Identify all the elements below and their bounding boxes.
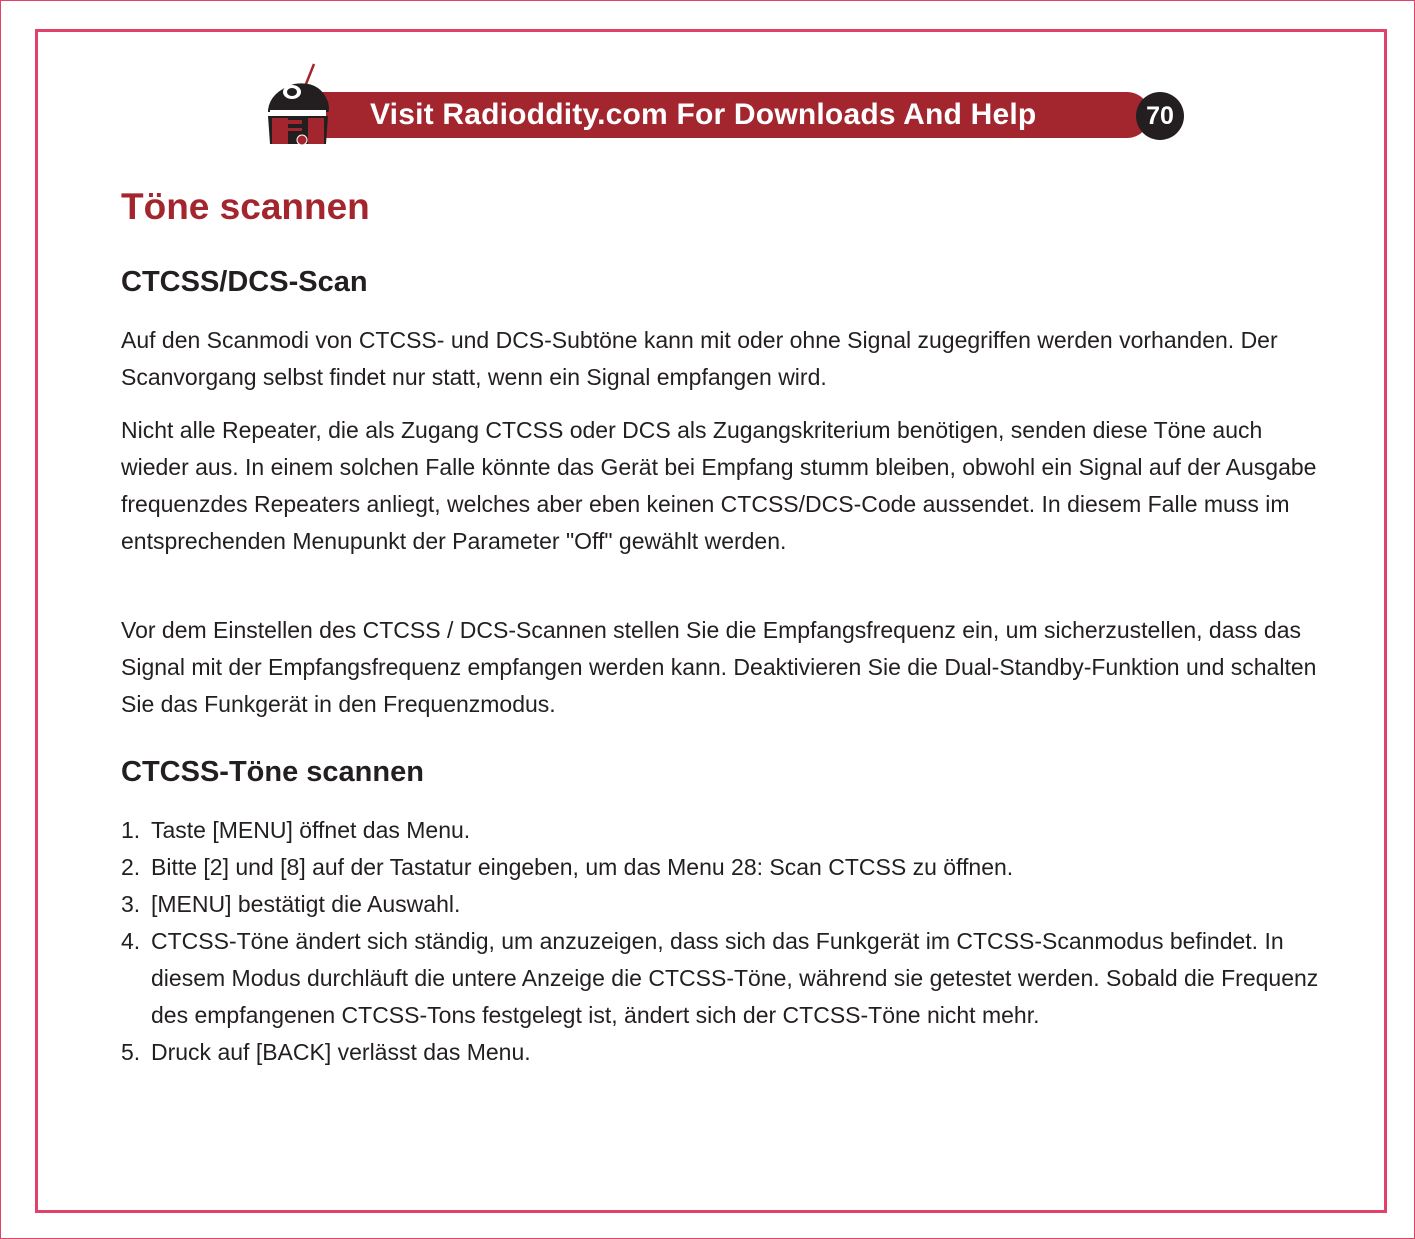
step-text: CTCSS-Töne ändert sich ständig, um anzuzeigen, dass sich das Funkgerät im CTCSS-Scanmodus befindet. In diesem Modus durchläuft die untere Anzeige die CTCSS-Töne, während sie getestet werden. Sobald die Frequenz des empfangenen CTCSS-Tons festgelegt ist, ändert sich der CTCSS-Töne nicht mehr. bbox=[151, 928, 1319, 1028]
list-item bbox=[121, 923, 1321, 1034]
page-number-badge: 70 bbox=[1136, 92, 1184, 140]
list-item bbox=[121, 886, 1321, 923]
paragraph-setup-instructions: Vor dem Einstellen des CTCSS / DCS-Scannen stellen Sie die Empfangsfrequenz ein, um sicherzustellen, dass das Signal mit der Empfangsfrequenz empfangen werden kann. Deaktivieren Sie die Dual-Standby-Funktion und schalten Sie das Funkgerät in den Frequenzmodus. bbox=[121, 617, 1317, 717]
banner-text[interactable]: Visit Radioddity.com For Downloads And Help bbox=[370, 98, 1037, 131]
list-item bbox=[121, 812, 1321, 849]
steps-list bbox=[121, 812, 1321, 1071]
radioddity-mascot-icon bbox=[258, 62, 338, 152]
list-item bbox=[121, 849, 1321, 886]
step-text: Taste [MENU] öffnet das Menu. bbox=[151, 817, 471, 843]
step-number: 2. bbox=[121, 854, 141, 880]
paragraph-scan-intro: Auf den Scanmodi von CTCSS- und DCS-Subtöne kann mit oder ohne Signal zugegriffen werden vorhanden. Der Scanvorgang selbst findet nur statt, wenn ein Signal empfangen wird. bbox=[121, 327, 1278, 390]
step-number: 3. bbox=[121, 891, 141, 917]
step-text: Bitte [2] und [8] auf der Tastatur eingeben, um das Menu 28: Scan CTCSS zu öffnen. bbox=[151, 854, 1014, 880]
step-number: 4. bbox=[121, 928, 141, 954]
step-text: Druck auf [BACK] verlässt das Menu. bbox=[151, 1039, 531, 1065]
section-heading-ctcss-scan: CTCSS-Töne scannen bbox=[121, 756, 424, 788]
paragraph-repeater-note: Nicht alle Repeater, die als Zugang CTCSS oder DCS als Zugangskriterium benötigen, senden diese Töne auch wieder aus. In einem solchen Falle könnte das Gerät bei Empfang stumm bleiben, obwohl ein Signal auf der Ausgabe frequenzdes Repeaters anliegt, welches aber eben keinen CTCSS/DCS-Code aussendet. In diesem Falle muss im entsprechenden Menupunkt der Parameter "Off" gewählt werden. bbox=[121, 417, 1317, 554]
section-heading-ctcss-dcs-scan: CTCSS/DCS-Scan bbox=[121, 266, 368, 298]
header-banner bbox=[258, 62, 1188, 152]
step-number: 5. bbox=[121, 1039, 141, 1065]
step-number: 1. bbox=[121, 817, 141, 843]
page-title: Töne scannen bbox=[121, 186, 370, 227]
step-text: [MENU] bestätigt die Auswahl. bbox=[151, 891, 461, 917]
list-item bbox=[121, 1034, 1321, 1071]
